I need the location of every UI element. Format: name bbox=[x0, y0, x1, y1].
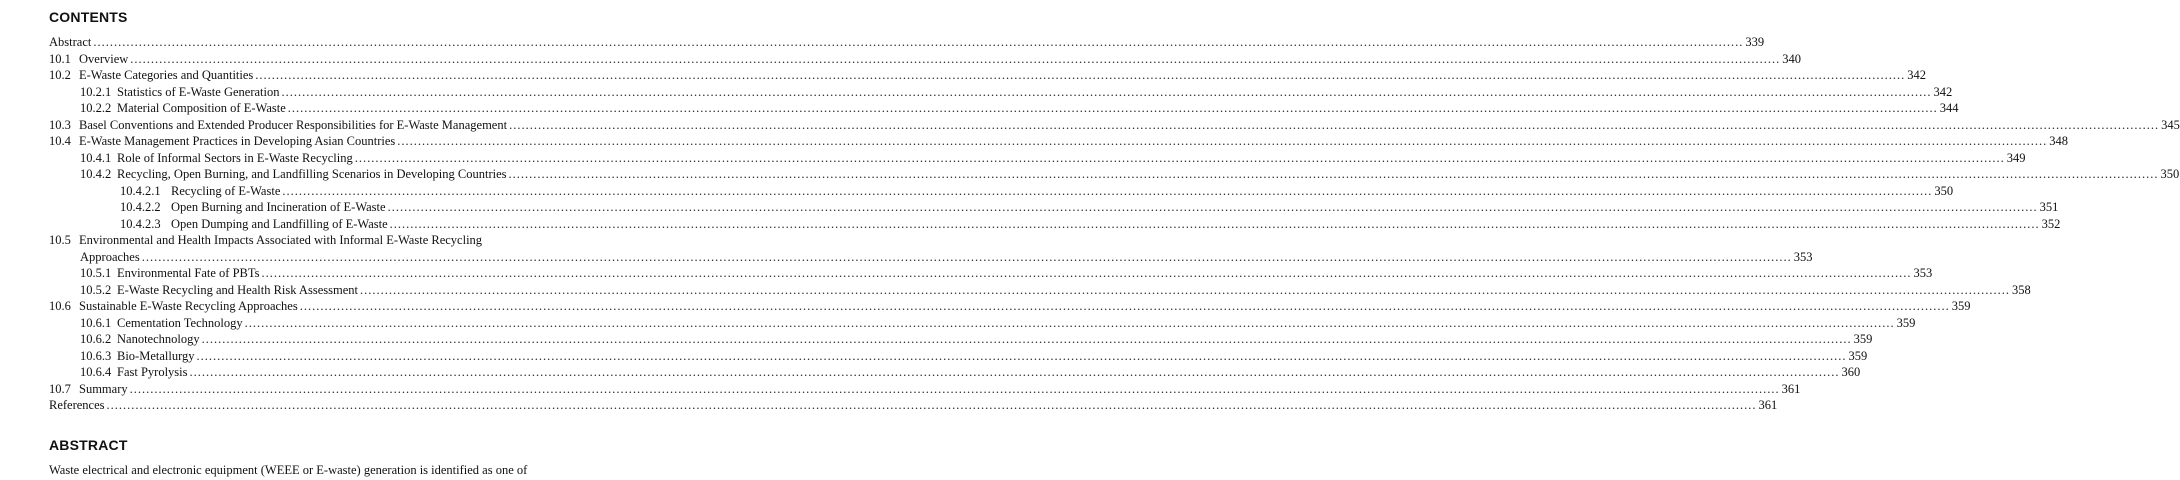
toc-entry-title: Open Dumping and Landfilling of E-Waste bbox=[171, 216, 388, 231]
toc-entry-number: 10.1 bbox=[49, 51, 71, 66]
toc-entry-number: 10.4.1 bbox=[80, 150, 112, 165]
toc-entry-title: Recycling, Open Burning, and Landfilling Scenarios in Developing Countries bbox=[117, 167, 507, 181]
toc-leader-dots: ................................................................................................................................................................................................................................................................................................................................................................................................................ bbox=[130, 51, 1781, 66]
toc-entry-page: 353 bbox=[1913, 266, 1933, 280]
toc-leader-dots: ................................................................................................................................................................................................................................................................................................................................................................................................................ bbox=[196, 348, 1847, 363]
toc-leader-dots: ................................................................................................................................................................................................................................................................................................................................................................................................................ bbox=[387, 200, 2038, 214]
toc-entry bbox=[49, 348, 1868, 365]
toc-entry-number: 10.6.2 bbox=[80, 332, 112, 346]
toc-entry-page: 339 bbox=[1745, 35, 1765, 49]
toc-entry-number: 10.5.1 bbox=[80, 266, 112, 280]
toc-entry-page: 340 bbox=[1782, 51, 1802, 66]
toc-entry-number: 10.3 bbox=[49, 117, 71, 132]
toc-entry bbox=[49, 117, 2180, 134]
toc-entry-title: Environmental Fate of PBTs bbox=[117, 266, 260, 280]
toc-leader-dots: ................................................................................................................................................................................................................................................................................................................................................................................................................ bbox=[129, 381, 1780, 396]
toc-entry-page: 352 bbox=[2041, 216, 2061, 231]
toc-leader-dots: ................................................................................................................................................................................................................................................................................................................................................................................................................ bbox=[354, 150, 2005, 165]
toc-leader-dots: ................................................................................................................................................................................................................................................................................................................................................................................................................ bbox=[397, 134, 2048, 148]
toc-entry-title: Basel Conventions and Extended Producer Responsibilities for E-Waste Management bbox=[79, 117, 508, 132]
toc-leader-dots: ................................................................................................................................................................................................................................................................................................................................................................................................................ bbox=[201, 332, 1852, 346]
toc-leader-dots: ................................................................................................................................................................................................................................................................................................................................................................................................................ bbox=[282, 183, 1933, 198]
toc-entry bbox=[49, 216, 2061, 233]
toc-entry-number: 10.2.1 bbox=[80, 84, 112, 99]
toc-entry bbox=[49, 298, 1971, 315]
toc-entry-title: Recycling of E-Waste bbox=[171, 183, 281, 198]
toc-entry-page: 361 bbox=[1781, 381, 1801, 396]
toc-entry-number: 10.4.2 bbox=[80, 167, 112, 181]
toc-entry bbox=[49, 199, 2059, 216]
toc-entry-number: 10.2 bbox=[49, 68, 71, 82]
toc-entry bbox=[49, 249, 1813, 266]
toc-entry-title: Nanotechnology bbox=[117, 332, 200, 346]
toc-entry-page: 342 bbox=[1933, 84, 1953, 99]
toc-leader-dots: ................................................................................................................................................................................................................................................................................................................................................................................................................ bbox=[244, 315, 1895, 330]
toc-entry-number: 10.4.2.3 bbox=[120, 216, 161, 231]
toc-entry-page: 349 bbox=[2006, 150, 2026, 165]
toc-entry bbox=[49, 265, 1933, 282]
toc-entry-title: E-Waste Recycling and Health Risk Assessment bbox=[117, 282, 358, 297]
toc-entry bbox=[49, 150, 2026, 167]
toc-entry-page: 350 bbox=[1934, 183, 1954, 198]
toc-entry-title: Environmental and Health Impacts Associated with Informal E-Waste Recycling bbox=[79, 233, 483, 247]
toc-entry bbox=[49, 166, 2180, 183]
toc-entry-title: Sustainable E-Waste Recycling Approaches bbox=[79, 299, 298, 313]
toc-entry-title: Cementation Technology bbox=[117, 315, 243, 330]
toc-leader-dots: ................................................................................................................................................................................................................................................................................................................................................................................................................ bbox=[261, 266, 1912, 280]
toc-entry-page: 359 bbox=[1951, 299, 1971, 313]
toc-entry-number: 10.5.2 bbox=[80, 282, 112, 297]
abstract-text: Waste electrical and electronic equipment (WEEE or E-waste) generation is identified as one of bbox=[49, 463, 528, 477]
toc-entry-page: 353 bbox=[1793, 249, 1813, 264]
toc-entry bbox=[49, 84, 1953, 101]
toc-entry bbox=[49, 397, 1778, 414]
toc-leader-dots: ................................................................................................................................................................................................................................................................................................................................................................................................................ bbox=[299, 299, 1950, 313]
toc-entry-page: 359 bbox=[1848, 348, 1868, 363]
toc-leader-dots: ................................................................................................................................................................................................................................................................................................................................................................................................................ bbox=[189, 365, 1840, 379]
toc-entry-page: 348 bbox=[2049, 134, 2069, 148]
toc-entry-number: 10.4.2.1 bbox=[120, 183, 161, 198]
toc-entry-number: 10.6.3 bbox=[80, 348, 112, 363]
toc-entry-page: 359 bbox=[1853, 332, 1873, 346]
toc-entry bbox=[49, 364, 1861, 381]
toc-entry-title: Summary bbox=[79, 381, 128, 396]
table-of-contents bbox=[49, 34, 2180, 414]
toc-entry-title: Material Composition of E-Waste bbox=[117, 101, 286, 115]
toc-entry-title: Open Burning and Incineration of E-Waste bbox=[171, 200, 386, 214]
toc-entry-number: 10.4 bbox=[49, 134, 71, 148]
toc-leader-dots: ................................................................................................................................................................................................................................................................................................................................................................................................................ bbox=[508, 167, 2159, 181]
toc-entry-page: 360 bbox=[1841, 365, 1861, 379]
toc-entry bbox=[49, 100, 1959, 117]
toc-entry-number: 10.4.2.2 bbox=[120, 200, 161, 214]
toc-entry bbox=[49, 381, 1801, 398]
toc-entry-title: Role of Informal Sectors in E-Waste Recycling bbox=[117, 150, 353, 165]
toc-leader-dots: ................................................................................................................................................................................................................................................................................................................................................................................................................ bbox=[281, 84, 1932, 99]
toc-entry-page: 342 bbox=[1907, 68, 1927, 82]
toc-entry-page: 359 bbox=[1896, 315, 1916, 330]
toc-entry-title: Bio-Metallurgy bbox=[117, 348, 195, 363]
toc-entry-title: Approaches bbox=[80, 249, 140, 264]
toc-entry bbox=[49, 232, 592, 249]
toc-leader-dots: ................................................................................................................................................................................................................................................................................................................................................................................................................ bbox=[509, 117, 2160, 132]
toc-entry-title: E-Waste Management Practices in Developing Asian Countries bbox=[79, 134, 396, 148]
toc-entry-number: 10.6.1 bbox=[80, 315, 112, 330]
toc-entry-number: 10.6 bbox=[49, 299, 71, 313]
toc-leader-dots: ................................................................................................................................................................................................................................................................................................................................................................................................................ bbox=[255, 68, 1906, 82]
toc-entry-number: 10.6.4 bbox=[80, 365, 112, 379]
toc-entry-title: References bbox=[49, 398, 105, 412]
toc-entry bbox=[49, 133, 2069, 150]
toc-leader-dots: ................................................................................................................................................................................................................................................................................................................................................................................................................ bbox=[141, 249, 1792, 264]
contents-heading: CONTENTS bbox=[49, 9, 128, 25]
toc-leader-dots: ................................................................................................................................................................................................................................................................................................................................................................................................................ bbox=[389, 216, 2040, 231]
toc-entry bbox=[49, 34, 1765, 51]
toc-entry bbox=[49, 67, 1927, 84]
toc-entry-page: 361 bbox=[1758, 398, 1778, 412]
toc-entry-page: 345 bbox=[2161, 117, 2180, 132]
toc-entry-page: 344 bbox=[1939, 101, 1959, 115]
toc-entry bbox=[49, 183, 1954, 200]
toc-leader-dots: ................................................................................................................................................................................................................................................................................................................................................................................................................ bbox=[93, 35, 1744, 49]
toc-entry-title: E-Waste Categories and Quantities bbox=[79, 68, 254, 82]
toc-entry-title: Abstract bbox=[49, 35, 92, 49]
toc-entry bbox=[49, 282, 2031, 299]
toc-leader-dots: ................................................................................................................................................................................................................................................................................................................................................................................................................ bbox=[359, 282, 2010, 297]
toc-entry-number: 10.7 bbox=[49, 381, 71, 396]
toc-entry bbox=[49, 315, 1916, 332]
toc-entry-page: 350 bbox=[2160, 167, 2180, 181]
toc-entry-page: 358 bbox=[2011, 282, 2031, 297]
toc-leader-dots: ................................................................................................................................................................................................................................................................................................................................................................................................................ bbox=[106, 398, 1757, 412]
toc-entry bbox=[49, 51, 1802, 68]
toc-entry-number: 10.5 bbox=[49, 233, 71, 247]
toc-entry-title: Statistics of E-Waste Generation bbox=[117, 84, 280, 99]
toc-entry-page: 351 bbox=[2039, 200, 2059, 214]
toc-leader-dots: ................................................................................................................................................................................................................................................................................................................................................................................................................ bbox=[287, 101, 1938, 115]
toc-entry bbox=[49, 331, 1873, 348]
toc-entry-number: 10.2.2 bbox=[80, 101, 112, 115]
toc-entry-title: Fast Pyrolysis bbox=[117, 365, 188, 379]
toc-entry-title: Overview bbox=[79, 51, 129, 66]
abstract-heading: ABSTRACT bbox=[49, 437, 128, 453]
